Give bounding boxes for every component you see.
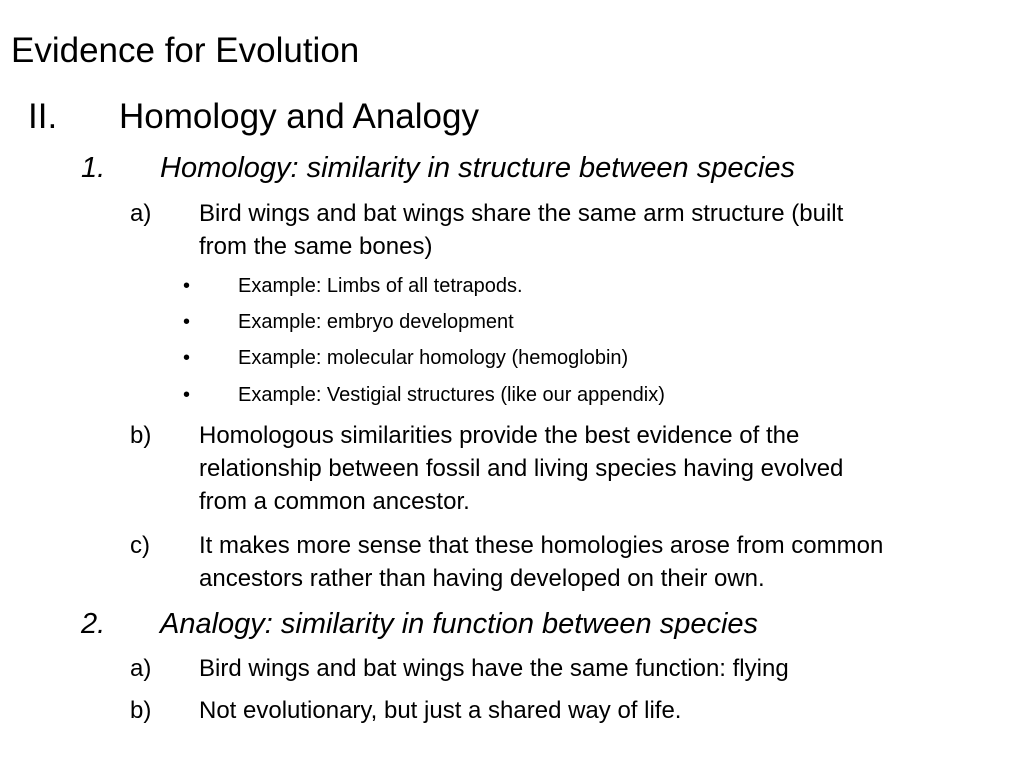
bullet-marker: • [183, 311, 191, 333]
section-title: Homology and Analogy [119, 97, 479, 136]
bullet-text: Example: Vestigial structures (like our appendix) [238, 384, 665, 406]
item-text-line: It makes more sense that these homologies arose from common [199, 532, 884, 559]
item-marker: a) [130, 655, 152, 682]
bullet-text: Example: molecular homology (hemoglobin) [238, 347, 629, 369]
item-text-line: Not evolutionary, but just a shared way of life. [199, 697, 682, 724]
item-text-line: ancestors rather than having developed on their own. [199, 565, 765, 592]
point-marker: 1. [81, 152, 106, 184]
item-marker: c) [130, 532, 150, 559]
bullet-marker: • [183, 275, 191, 297]
point-marker: 2. [81, 608, 106, 640]
bullet-marker: • [183, 347, 191, 369]
point-heading: Analogy: similarity in function between species [160, 608, 759, 640]
item-text-line: Homologous similarities provide the best evidence of the [199, 422, 800, 449]
item-text-line: from a common ancestor. [199, 488, 470, 515]
bullet-text: Example: Limbs of all tetrapods. [238, 275, 523, 297]
point-heading: Homology: similarity in structure between species [160, 152, 796, 184]
item-marker: a) [130, 200, 152, 227]
bullet-marker: • [183, 384, 191, 406]
section-marker: II. [28, 97, 58, 136]
slide-title: Evidence for Evolution [11, 31, 360, 70]
item-marker: b) [130, 422, 152, 449]
bullet-text: Example: embryo development [238, 311, 514, 333]
item-text-line: Bird wings and bat wings have the same function: flying [199, 655, 789, 682]
item-text-line: Bird wings and bat wings share the same arm structure (built [199, 200, 844, 227]
item-text-line: from the same bones) [199, 233, 433, 260]
item-marker: b) [130, 697, 152, 724]
item-text-line: relationship between fossil and living species having evolved [199, 455, 844, 482]
